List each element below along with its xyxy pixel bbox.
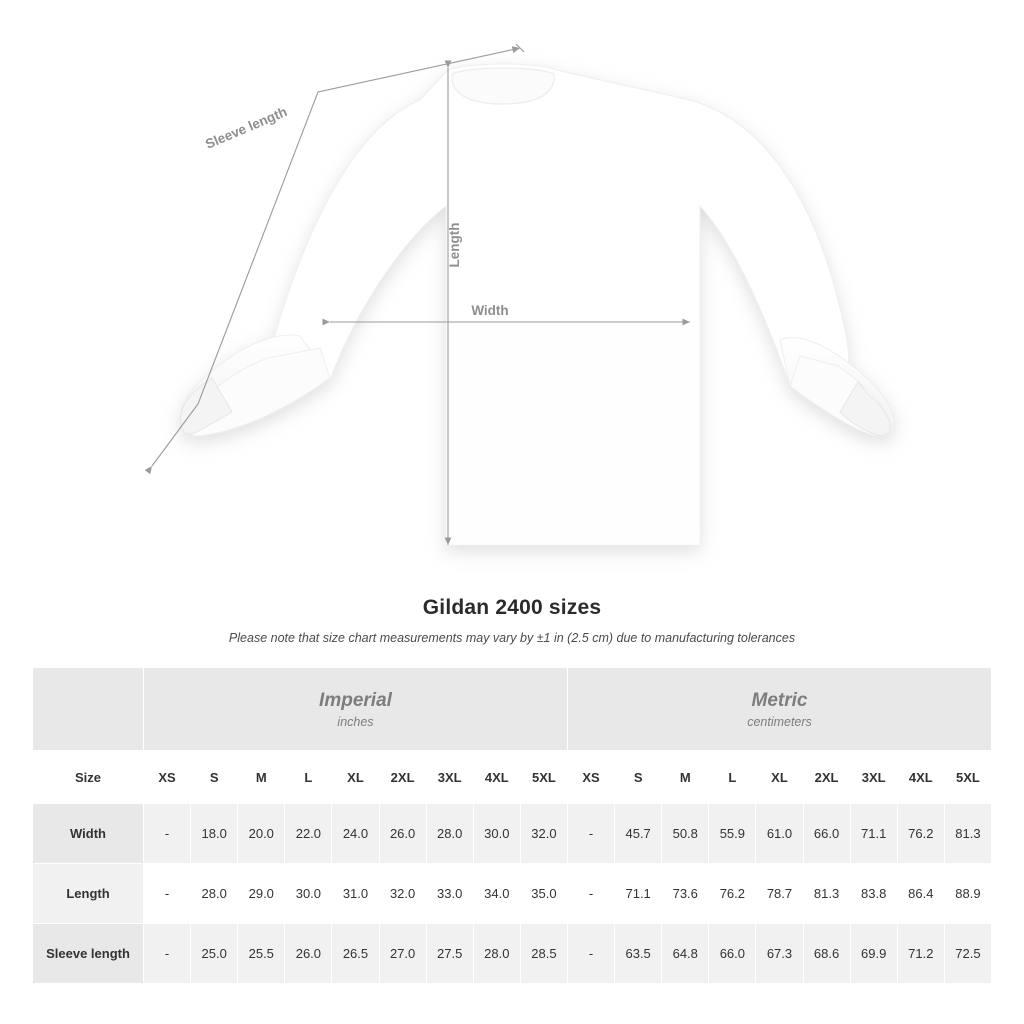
cell-metric-4xl: 76.2 (897, 804, 944, 864)
garment-shape (180, 64, 894, 545)
size-header-l: L (285, 751, 332, 804)
cell-metric-m: 50.8 (662, 804, 709, 864)
size-table-wrap (32, 667, 992, 984)
table-row (33, 924, 992, 984)
size-header-s: S (615, 751, 662, 804)
cell-imperial-2xl: 27.0 (379, 924, 426, 984)
length-label: Length (447, 222, 462, 268)
size-header-xs: XS (567, 751, 614, 804)
cell-imperial-3xl: 33.0 (426, 864, 473, 924)
cell-imperial-5xl: 32.0 (520, 804, 567, 864)
cell-metric-4xl: 86.4 (897, 864, 944, 924)
cell-metric-m: 73.6 (662, 864, 709, 924)
cell-imperial-4xl: 28.0 (473, 924, 520, 984)
cell-imperial-4xl: 30.0 (473, 804, 520, 864)
size-header-5xl: 5XL (944, 751, 991, 804)
cell-metric-5xl: 81.3 (944, 804, 991, 864)
size-header-xs: XS (144, 751, 191, 804)
cell-imperial-4xl: 34.0 (473, 864, 520, 924)
heading-block (0, 596, 1024, 645)
cell-imperial-s: 25.0 (191, 924, 238, 984)
cell-metric-xs: - (567, 924, 614, 984)
cell-metric-xs: - (567, 864, 614, 924)
cell-imperial-xs: - (144, 924, 191, 984)
cell-imperial-xl: 26.5 (332, 924, 379, 984)
size-header-xl: XL (332, 751, 379, 804)
unit-group-name: Metric (751, 690, 808, 712)
cell-metric-2xl: 66.0 (803, 804, 850, 864)
tolerance-note: Please note that size chart measurements may vary by ±1 in (2.5 cm) due to manufacturing tolerances (228, 631, 796, 645)
cell-metric-l: 55.9 (709, 804, 756, 864)
cell-imperial-5xl: 28.5 (520, 924, 567, 984)
cell-imperial-xs: - (144, 804, 191, 864)
unit-group-sub: inches (337, 714, 374, 729)
size-header-2xl: 2XL (803, 751, 850, 804)
cell-imperial-l: 30.0 (285, 864, 332, 924)
cell-metric-xl: 78.7 (756, 864, 803, 924)
size-header-5xl: 5XL (520, 751, 567, 804)
cell-metric-s: 63.5 (615, 924, 662, 984)
cell-imperial-3xl: 27.5 (426, 924, 473, 984)
size-header-s: S (191, 751, 238, 804)
table-row (33, 864, 992, 924)
width-label: Width (471, 303, 509, 318)
unit-group-imperial (144, 668, 568, 751)
row-label: Width (33, 804, 144, 864)
cell-imperial-s: 28.0 (191, 864, 238, 924)
size-header-m: M (238, 751, 285, 804)
cell-imperial-m: 29.0 (238, 864, 285, 924)
cell-metric-2xl: 81.3 (803, 864, 850, 924)
cell-metric-l: 66.0 (709, 924, 756, 984)
cell-imperial-m: 20.0 (238, 804, 285, 864)
cell-metric-m: 64.8 (662, 924, 709, 984)
cell-imperial-2xl: 26.0 (379, 804, 426, 864)
cell-imperial-2xl: 32.0 (379, 864, 426, 924)
size-header-3xl: 3XL (426, 751, 473, 804)
cell-imperial-l: 26.0 (285, 924, 332, 984)
cell-metric-3xl: 83.8 (850, 864, 897, 924)
cell-imperial-m: 25.5 (238, 924, 285, 984)
unit-row-spacer (33, 668, 144, 751)
size-header-l: L (709, 751, 756, 804)
size-header-4xl: 4XL (473, 751, 520, 804)
unit-group-metric (567, 668, 991, 751)
cell-metric-5xl: 72.5 (944, 924, 991, 984)
cell-imperial-3xl: 28.0 (426, 804, 473, 864)
size-header-m: M (662, 751, 709, 804)
cell-metric-2xl: 68.6 (803, 924, 850, 984)
cell-imperial-xl: 24.0 (332, 804, 379, 864)
table-row (33, 804, 992, 864)
cell-metric-4xl: 71.2 (897, 924, 944, 984)
size-header-xl: XL (756, 751, 803, 804)
row-label: Sleeve length (33, 924, 144, 984)
size-header-row (33, 751, 992, 804)
row-label: Length (33, 864, 144, 924)
cell-imperial-5xl: 35.0 (520, 864, 567, 924)
cell-metric-3xl: 69.9 (850, 924, 897, 984)
cell-metric-s: 71.1 (615, 864, 662, 924)
cell-imperial-s: 18.0 (191, 804, 238, 864)
cell-metric-l: 76.2 (709, 864, 756, 924)
cell-imperial-xl: 31.0 (332, 864, 379, 924)
cell-metric-3xl: 71.1 (850, 804, 897, 864)
cell-metric-s: 45.7 (615, 804, 662, 864)
cell-imperial-xs: - (144, 864, 191, 924)
unit-group-row (33, 668, 992, 751)
page-title: Gildan 2400 sizes (422, 596, 602, 619)
cell-imperial-l: 22.0 (285, 804, 332, 864)
unit-group-sub: centimeters (747, 714, 812, 729)
size-chart-table (32, 667, 992, 984)
cell-metric-xl: 61.0 (756, 804, 803, 864)
size-label-cell: Size (33, 751, 144, 804)
size-header-4xl: 4XL (897, 751, 944, 804)
unit-group-name: Imperial (319, 690, 392, 712)
size-header-2xl: 2XL (379, 751, 426, 804)
cell-metric-xs: - (567, 804, 614, 864)
cell-metric-xl: 67.3 (756, 924, 803, 984)
sleeve-length-label: Sleeve length (203, 103, 290, 152)
size-header-3xl: 3XL (850, 751, 897, 804)
cell-metric-5xl: 88.9 (944, 864, 991, 924)
